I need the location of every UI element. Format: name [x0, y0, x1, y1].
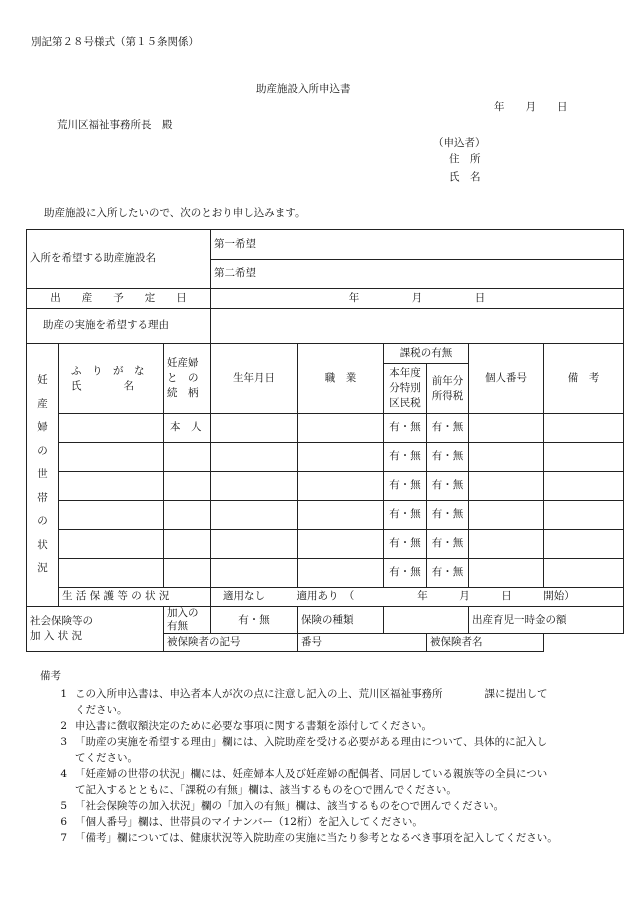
welfare-status-field[interactable] — [211, 588, 624, 607]
reason-field[interactable] — [211, 309, 624, 344]
relation-field[interactable] — [164, 559, 211, 588]
income-tax-choice[interactable]: 有・無 — [427, 501, 469, 530]
household-row — [27, 559, 624, 588]
note-item: 3 「助産の実施を希望する理由」欄には、入院助産を受ける必要がある理由について、具体的に記入し てください。 — [60, 736, 548, 765]
local-tax-choice[interactable]: 有・無 — [384, 559, 427, 588]
mynumber-field[interactable] — [469, 414, 544, 443]
income-tax-choice[interactable]: 有・無 — [427, 472, 469, 501]
birthdate-field[interactable] — [211, 501, 298, 530]
facility-label: 入所を希望する助産施設名 — [27, 230, 211, 289]
income-tax-choice[interactable]: 有・無 — [427, 443, 469, 472]
col-header-mynumber: 個人番号 — [469, 344, 544, 414]
welfare-applied[interactable]: 適用あり （ 年 月 日 開始） — [296, 590, 575, 603]
insurance-joined-label: 加入の有無 — [164, 607, 211, 634]
household-row — [27, 443, 624, 472]
relation-field[interactable] — [164, 501, 211, 530]
local-tax-choice[interactable]: 有・無 — [384, 530, 427, 559]
note-item: 4 「妊産婦の世帯の状況」欄には、妊産婦本人及び妊産婦の配偶者、同居している親族等の全員につい て記入するとともに、「課税の有無」欄は、該当するものを○で囲んでください。 — [60, 768, 548, 797]
relation-self: 本 人 — [164, 414, 211, 443]
occupation-field[interactable] — [298, 414, 384, 443]
note-item: 7 「備考」欄については、健康状況等入院助産の実施に当たり参考となるべき事項を記入してください。 — [60, 832, 558, 845]
welfare-none[interactable]: 適用なし — [223, 590, 266, 603]
occupation-field[interactable] — [298, 443, 384, 472]
birthdate-field[interactable] — [211, 472, 298, 501]
col-header-local-tax: 本年度 分特別 区民税 — [384, 364, 427, 414]
birthdate-field[interactable] — [211, 530, 298, 559]
insured-symbol-label: 被保険者の記号 — [164, 634, 298, 652]
note-item: 1 この入所申込書は、申込者本人が次の点に注意し記入の上、荒川区福祉事務所 課に提出して ください。 — [60, 688, 548, 717]
col-header-occupation: 職 業 — [298, 344, 384, 414]
mynumber-field[interactable] — [469, 501, 544, 530]
relation-field[interactable] — [164, 443, 211, 472]
childbirth-allowance-label: 出産育児一時金の額 — [469, 607, 624, 634]
addressee: 荒川区福祉事務所長 殿 — [57, 119, 173, 131]
mynumber-field[interactable] — [469, 472, 544, 501]
note-item: 5 「社会保険等の加入状況」欄の「加入の有無」欄は、該当するものを○で囲んでください。 — [60, 800, 505, 813]
member-name-field[interactable] — [59, 559, 164, 588]
occupation-field[interactable] — [298, 501, 384, 530]
applicant-label: （申込者） — [433, 137, 486, 149]
income-tax-choice[interactable]: 有・無 — [427, 559, 469, 588]
mynumber-field[interactable] — [469, 559, 544, 588]
due-date-label: 出 産 予 定 日 — [27, 289, 211, 309]
remarks-field[interactable] — [544, 414, 624, 443]
local-tax-choice[interactable]: 有・無 — [384, 501, 427, 530]
income-tax-choice[interactable]: 有・無 — [427, 414, 469, 443]
second-choice-field[interactable]: 第二希望 — [211, 260, 624, 289]
household-row — [27, 530, 624, 559]
col-header-name: ふ り が な 氏 名 — [59, 344, 164, 414]
local-tax-choice[interactable]: 有・無 — [384, 414, 427, 443]
application-form-table — [26, 229, 624, 652]
welfare-label: 生 活 保 護 等 の 状 況 — [59, 588, 211, 607]
document-title: 助産施設入所申込書 — [256, 83, 351, 95]
local-tax-choice[interactable]: 有・無 — [384, 472, 427, 501]
insured-name-label: 被保険者名 — [427, 634, 544, 652]
form-number: 別記第２８号様式（第１５条関係） — [31, 36, 199, 48]
insurance-status-label: 社会保険等の 加 入 状 況 — [27, 607, 164, 652]
intro-text: 助産施設に入所したいので、次のとおり申し込みます。 — [44, 207, 306, 219]
member-name-field[interactable] — [59, 530, 164, 559]
household-status-label: 妊 産 婦 の 世 帯 の 状 況 — [27, 344, 59, 607]
note-item: 6 「個人番号」欄は、世帯員のマイナンバー（12桁）を記入してください。 — [60, 816, 423, 829]
occupation-field[interactable] — [298, 530, 384, 559]
occupation-field[interactable] — [298, 559, 384, 588]
local-tax-choice[interactable]: 有・無 — [384, 443, 427, 472]
col-header-remarks: 備 考 — [544, 344, 624, 414]
relation-field[interactable] — [164, 472, 211, 501]
insurance-joined-choice[interactable]: 有・無 — [211, 607, 298, 634]
mynumber-field[interactable] — [469, 530, 544, 559]
mynumber-field[interactable] — [469, 443, 544, 472]
note-item: 2 申込書に徴収額決定のために必要な事項に関する書類を添付してください。 — [60, 720, 432, 733]
remarks-field[interactable] — [544, 501, 624, 530]
member-name-field[interactable] — [59, 414, 164, 443]
insured-number-label: 番号 — [298, 634, 427, 652]
household-row — [27, 501, 624, 530]
birthdate-field[interactable] — [211, 414, 298, 443]
remarks-field[interactable] — [544, 530, 624, 559]
remarks-field[interactable] — [544, 443, 624, 472]
col-header-income-tax: 前年分 所得税 — [427, 364, 469, 414]
occupation-field[interactable] — [298, 472, 384, 501]
birthdate-field[interactable] — [211, 443, 298, 472]
notes-section — [40, 670, 620, 846]
insurance-type-field[interactable] — [384, 607, 469, 634]
birthdate-field[interactable] — [211, 559, 298, 588]
reason-label: 助産の実施を希望する理由 — [27, 309, 211, 344]
income-tax-choice[interactable]: 有・無 — [427, 530, 469, 559]
first-choice-field[interactable]: 第一希望 — [211, 230, 624, 260]
relation-field[interactable] — [164, 530, 211, 559]
remarks-field[interactable] — [544, 559, 624, 588]
address-label: 住 所 — [449, 153, 481, 165]
due-date-field[interactable]: 年 月 日 — [211, 289, 624, 309]
household-row — [27, 414, 624, 443]
col-header-relation: 妊産婦 と の 続 柄 — [164, 344, 211, 414]
member-name-field[interactable] — [59, 472, 164, 501]
household-row — [27, 472, 624, 501]
member-name-field[interactable] — [59, 443, 164, 472]
member-name-field[interactable] — [59, 501, 164, 530]
col-header-tax: 課税の有無 — [384, 344, 469, 364]
name-label: 氏 名 — [449, 171, 481, 183]
date-line: 年 月 日 — [494, 101, 568, 113]
col-header-birthdate: 生年月日 — [211, 344, 298, 414]
remarks-field[interactable] — [544, 472, 624, 501]
insurance-type-label: 保険の種類 — [298, 607, 384, 634]
notes-heading: 備考 — [40, 670, 61, 682]
